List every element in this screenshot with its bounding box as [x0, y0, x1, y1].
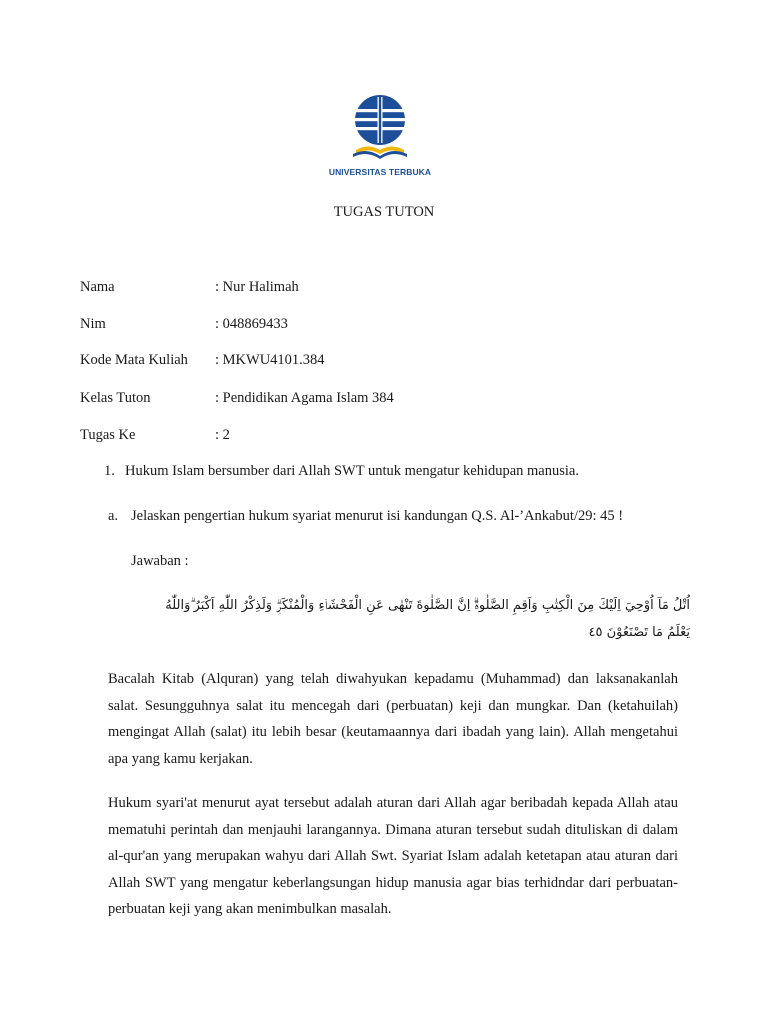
info-value: : 2 [215, 427, 230, 443]
answer-label: Jawaban : [131, 553, 189, 569]
info-value: : 048869433 [215, 316, 288, 332]
info-label: Kode Mata Kuliah [80, 352, 188, 368]
question-text: Hukum Islam bersumber dari Allah SWT untuk mengatur kehidupan manusia. [125, 463, 579, 479]
logo-text: UNIVERSITAS TERBUKA [328, 167, 432, 177]
info-row-kelas-tuton [80, 390, 680, 410]
question-number: 1. [104, 463, 115, 479]
info-label: Nim [80, 316, 106, 332]
document-title: TUGAS TUTON [333, 204, 435, 220]
explanation-paragraph: Hukum syari'at menurut ayat tersebut adalah aturan dari Allah agar beribadah kepada Allah atau mematuhi perintah dan menjauhi larangannya. Dimana aturan tersebut sudah dituliskan di dalam al-qur'an yang merupakan wahyu dari Allah Swt. Syariat Islam adalah ketetapan atau aturan dari Allah SWT yang mengatur keberlangsungan hidup manusia agar bias terhidndar dari perbuatan-perbuatan keji yang akan menimbulkan masalah. [108, 795, 678, 917]
info-value: : Nur Halimah [215, 279, 299, 295]
info-row-kode-mata-kuliah [80, 352, 680, 372]
info-row-nama [80, 279, 680, 299]
info-row-nim [80, 316, 680, 336]
arabic-verse: اُتْلُ مَآ اُوْحِيَ اِلَيْكَ مِنَ الْكِتٰبِ وَاَقِمِ الصَّلٰوةَۗ اِنَّ الصَّلٰوةَ تَنْهٰى عَنِ الْفَحْشَاۤءِ وَالْمُنْكَرِۗ وَلَذِكْرُ اللّٰهِ اَكْبَرُ ۗوَاللّٰهُ يَعْلَمُ مَا تَصْنَعُوْنَ ٤٥ [165, 598, 690, 640]
university-emblem-icon [350, 92, 410, 166]
translation-paragraph: Bacalah Kitab (Alquran) yang telah diwahyukan kepadamu (Muhammad) dan laksanakanlah salat. Sesungguhnya salat itu mencegah dari (perbuatan) keji dan mungkar. Dan (ketahuilah) mengingat Allah (salat) itu lebih besar (keutamaannya dari ibadah yang lain). Allah mengetahui apa yang kamu kerjakan. [108, 671, 678, 767]
info-label: Kelas Tuton [80, 390, 151, 406]
info-label: Nama [80, 279, 115, 295]
info-row-tugas-ke [80, 427, 680, 447]
info-label: Tugas Ke [80, 427, 136, 443]
university-logo [320, 92, 440, 177]
info-value: : Pendidikan Agama Islam 384 [215, 390, 394, 406]
sub-question-letter: a. [108, 508, 119, 524]
sub-question-text: Jelaskan pengertian hukum syariat menurut isi kandungan Q.S. Al-’Ankabut/29: 45 ! [131, 508, 624, 524]
info-value: : MKWU4101.384 [215, 352, 325, 368]
